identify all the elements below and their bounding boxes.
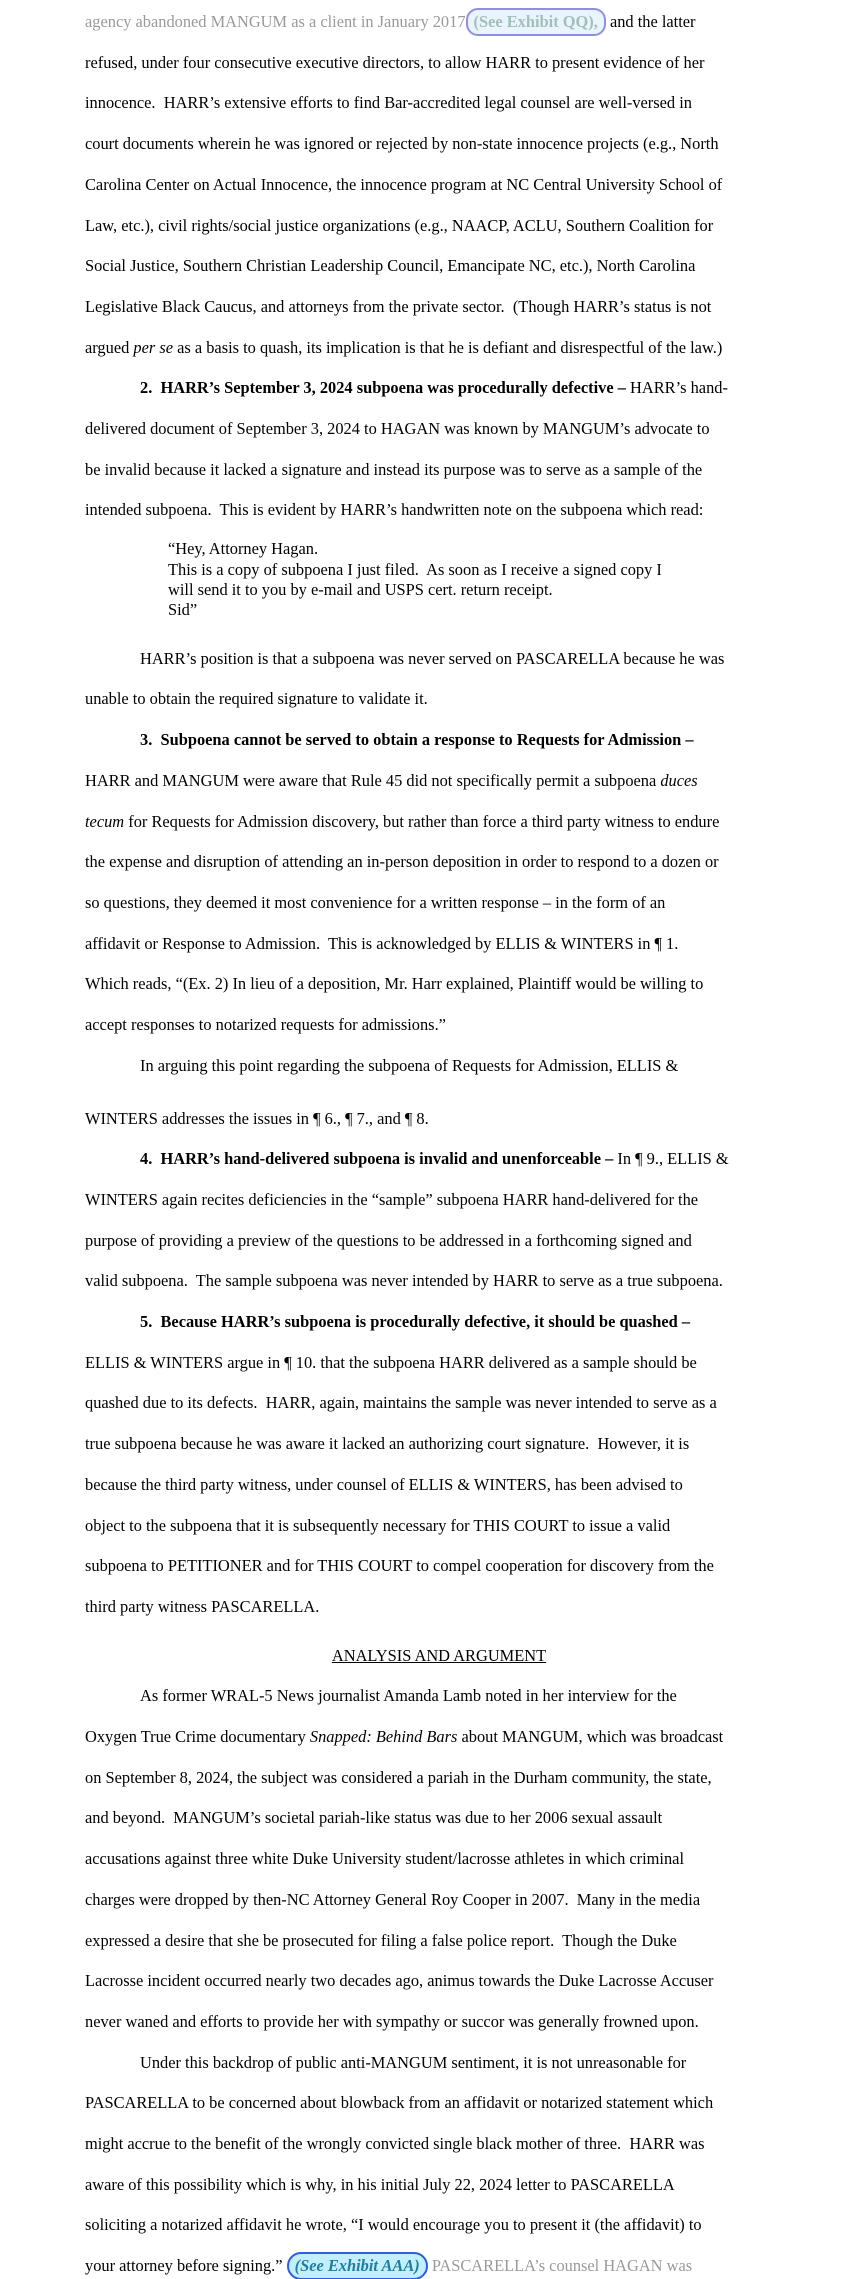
text-segment: quashed due to its defects. HARR, again, maintains the sample was never intended to serve as a <box>85 1393 717 1413</box>
text-line <box>85 1180 793 1221</box>
exhibit-qq-link[interactable]: (See Exhibit QQ), <box>466 8 606 36</box>
text-segment: accusations against three white Duke University student/lacrosse athletes in which criminal <box>85 1849 684 1869</box>
section-heading <box>85 1636 793 1677</box>
paragraph <box>85 639 793 720</box>
text-segment: As former WRAL-5 News journalist Amanda Lamb noted in her interview for the <box>140 1686 677 1706</box>
paragraph <box>85 1676 793 2042</box>
text-segment: innocence. HARR’s extensive efforts to find Bar-accredited legal counsel are well-versed in <box>85 93 692 113</box>
text-segment: be invalid because it lacked a signature and instead its purpose was to serve as a sample of the <box>85 459 703 479</box>
text-segment: and the latter <box>605 12 696 31</box>
text-segment: might accrue to the benefit of the wrongly convicted single black mother of three. HARR was <box>85 2134 705 2154</box>
text-segment: HARR’s position is that a subpoena was never served on PASCARELLA because he was <box>140 648 725 668</box>
text-line <box>85 1921 793 1962</box>
text-segment: Law, etc.), civil rights/social justice organizations (e.g., NAACP, ACLU, Southern Coalition for <box>85 215 714 235</box>
text-line <box>85 287 793 328</box>
text-segment: In ¶ 9., ELLIS & <box>617 1149 729 1169</box>
text-line <box>85 842 793 883</box>
text-segment: This is a copy of subpoena I just filed. As soon as I receive a signed copy I <box>168 559 662 579</box>
text-segment: 2. HARR’s September 3, 2024 subpoena was procedurally defective – <box>140 378 631 398</box>
text-line <box>85 1343 793 1384</box>
paragraph <box>85 368 793 531</box>
text-segment: tecum <box>85 811 125 831</box>
text-segment: agency abandoned MANGUM as a client in January 2017 <box>85 12 466 31</box>
text-line <box>168 560 793 580</box>
paragraph <box>85 1302 793 1628</box>
text-line <box>85 2043 793 2084</box>
text-segment: the expense and disruption of attending an in-person deposition in order to respond to a dozen or <box>85 852 719 872</box>
text-line <box>85 1099 793 1140</box>
text-segment: delivered document of September 3, 2024 to HAGAN was known by MANGUM’s advocate to <box>85 419 710 439</box>
paragraph <box>85 1139 793 1302</box>
exhibit-aaa-link[interactable]: (See Exhibit AAA) <box>287 2252 428 2279</box>
text-line <box>85 1506 793 1547</box>
text-line <box>85 2165 793 2206</box>
text-line <box>85 368 793 409</box>
text-segment: Sid” <box>168 600 198 620</box>
text-line <box>85 124 793 165</box>
text-segment: purpose of providing a preview of the questions to be addressed in a forthcoming signed and <box>85 1230 692 1250</box>
text-segment: aware of this possibility which is why, in his initial July 22, 2024 letter to PASCARELLA <box>85 2174 675 2194</box>
text-segment: as a basis to quash, its implication is that he is defiant and disrespectful of the law.) <box>173 337 723 357</box>
text-line <box>85 2002 793 2043</box>
paragraph <box>85 2043 793 2279</box>
text-line <box>85 2205 793 2246</box>
text-line <box>85 1139 793 1180</box>
text-line <box>85 450 793 491</box>
text-segment: because the third party witness, under counsel of ELLIS & WINTERS, has been advised to <box>85 1474 683 1494</box>
paragraph <box>85 1046 793 1139</box>
text-line <box>85 1046 793 1087</box>
text-line <box>85 1221 793 1262</box>
text-segment: Under this backdrop of public anti-MANGUM sentiment, it is not unreasonable for <box>140 2052 687 2072</box>
text-line <box>85 165 793 206</box>
text-segment: PASCARELLA’s counsel HAGAN was <box>427 2256 693 2276</box>
paragraph <box>85 2 793 368</box>
text-line <box>168 600 793 620</box>
text-segment: PASCARELLA to be concerned about blowback from an affidavit or notarized statement which <box>85 2093 714 2113</box>
text-line <box>85 720 793 761</box>
text-line <box>85 1839 793 1880</box>
text-segment: valid subpoena. The sample subpoena was never intended by HARR to serve as a true subpoena. <box>85 1271 723 1291</box>
text-segment: Snapped: Behind Bars <box>309 1727 458 1747</box>
text-line <box>85 409 793 450</box>
text-line <box>85 83 793 124</box>
text-line <box>85 1880 793 1921</box>
text-segment: WINTERS addresses the issues in ¶ 6., ¶ 7., and ¶ 8. <box>85 1108 429 1128</box>
text-line <box>85 802 793 843</box>
text-segment: 4. HARR’s hand-delivered subpoena is invalid and unenforceable – <box>140 1149 618 1169</box>
text-segment: duces <box>660 770 698 790</box>
text-line <box>85 1465 793 1506</box>
text-line <box>85 1302 793 1343</box>
text-line <box>85 924 793 965</box>
text-line <box>85 2124 793 2165</box>
text-segment: so questions, they deemed it most convenience for a written response – in the form of an <box>85 892 666 912</box>
text-line <box>85 679 793 720</box>
text-segment: HARR and MANGUM were aware that Rule 45 did not specifically permit a subpoena <box>85 770 661 790</box>
text-line <box>85 1758 793 1799</box>
text-line <box>85 43 793 84</box>
text-segment: will send it to you by e-mail and USPS cert. return receipt. <box>168 579 553 599</box>
text-line <box>85 1261 793 1302</box>
text-line <box>85 2083 793 2124</box>
text-line <box>85 1383 793 1424</box>
text-segment: WINTERS again recites deficiencies in the “sample” subpoena HARR hand-delivered for the <box>85 1189 699 1209</box>
text-line <box>85 246 793 287</box>
text-segment: Lacrosse incident occurred nearly two decades ago, animus towards the Duke Lacrosse Accuser <box>85 1971 714 1991</box>
text-segment: argued <box>85 337 134 357</box>
text-segment: charges were dropped by then-NC Attorney General Roy Cooper in 2007. Many in the media <box>85 1889 701 1909</box>
text-segment: and beyond. MANGUM’s societal pariah-like status was due to her 2006 sexual assault <box>85 1808 663 1828</box>
text-segment: about MANGUM, which was broadcast <box>457 1727 724 1747</box>
text-segment: ELLIS & WINTERS argue in ¶ 10. that the subpoena HARR delivered as a sample should be <box>85 1352 697 1372</box>
text-segment: 3. Subpoena cannot be served to obtain a response to Requests for Admission – <box>140 730 694 750</box>
text-segment: affidavit or Response to Admission. This is acknowledged by ELLIS & WINTERS in ¶ 1. <box>85 933 679 953</box>
text-line <box>85 883 793 924</box>
paragraph <box>85 720 793 1046</box>
text-segment: Legislative Black Caucus, and attorneys from the private sector. (Though HARR’s status is not <box>85 296 712 316</box>
text-segment: Carolina Center on Actual Innocence, the innocence program at NC Central University School of <box>85 174 723 194</box>
text-line <box>85 1961 793 2002</box>
text-segment: HARR’s hand- <box>630 378 728 398</box>
text-segment: In arguing this point regarding the subpoena of Requests for Admission, ELLIS & <box>140 1055 679 1075</box>
text-segment: Which reads, “(Ex. 2) In lieu of a deposition, Mr. Harr explained, Plaintiff would be willing to <box>85 974 704 994</box>
text-line <box>85 2246 793 2279</box>
text-line <box>85 639 793 680</box>
text-segment: third party witness PASCARELLA. <box>85 1596 320 1616</box>
text-line <box>85 328 793 369</box>
text-segment: “Hey, Attorney Hagan. <box>168 539 319 559</box>
text-line <box>85 761 793 802</box>
text-segment: unable to obtain the required signature to validate it. <box>85 689 428 709</box>
text-segment: true subpoena because he was aware it lacked an authorizing court signature. However, it is <box>85 1434 690 1454</box>
text-segment: accept responses to notarized requests for admissions.” <box>85 1015 446 1035</box>
text-segment: your attorney before signing.” <box>85 2256 287 2276</box>
text-segment: on September 8, 2024, the subject was considered a pariah in the Durham community, the state, <box>85 1767 712 1787</box>
text-segment: 5. Because HARR’s subpoena is procedurally defective, it should be quashed – <box>140 1312 691 1332</box>
text-segment: Social Justice, Southern Christian Leadership Council, Emancipate NC, etc.), North Carolina <box>85 256 696 276</box>
text-line <box>85 1005 793 1046</box>
text-line <box>85 206 793 247</box>
text-line <box>85 1546 793 1587</box>
text-segment: soliciting a notarized affidavit he wrote, “I would encourage you to present it (the affidavit) to <box>85 2215 702 2235</box>
section-heading-text: ANALYSIS AND ARGUMENT <box>331 1645 547 1665</box>
text-line <box>85 1424 793 1465</box>
text-line <box>85 490 793 531</box>
text-line <box>85 1676 793 1717</box>
text-line <box>85 2 793 43</box>
text-line <box>85 964 793 1005</box>
text-segment: per se <box>133 337 174 357</box>
text-segment: object to the subpoena that it is subsequently necessary for THIS COURT to issue a valid <box>85 1515 671 1535</box>
text-line <box>85 1798 793 1839</box>
text-line <box>168 539 793 559</box>
text-line <box>85 1587 793 1628</box>
text-segment: court documents wherein he was ignored or rejected by non-state innocence projects (e.g., North <box>85 134 719 154</box>
text-segment: refused, under four consecutive executive directors, to allow HARR to present evidence of her <box>85 52 705 72</box>
text-segment: never waned and efforts to provide her with sympathy or succor was generally frowned upon. <box>85 2011 699 2031</box>
text-line <box>85 1717 793 1758</box>
text-line <box>168 580 793 600</box>
text-segment: expressed a desire that she be prosecuted for filing a false police report. Though the Duke <box>85 1930 677 1950</box>
text-segment: Oxygen True Crime documentary <box>85 1727 310 1747</box>
blockquote <box>168 539 793 621</box>
text-segment: intended subpoena. This is evident by HARR’s handwritten note on the subpoena which read: <box>85 500 704 520</box>
text-segment: subpoena to PETITIONER and for THIS COURT to compel cooperation for discovery from the <box>85 1556 714 1576</box>
text-segment: for Requests for Admission discovery, but rather than force a third party witness to endure <box>124 811 720 831</box>
